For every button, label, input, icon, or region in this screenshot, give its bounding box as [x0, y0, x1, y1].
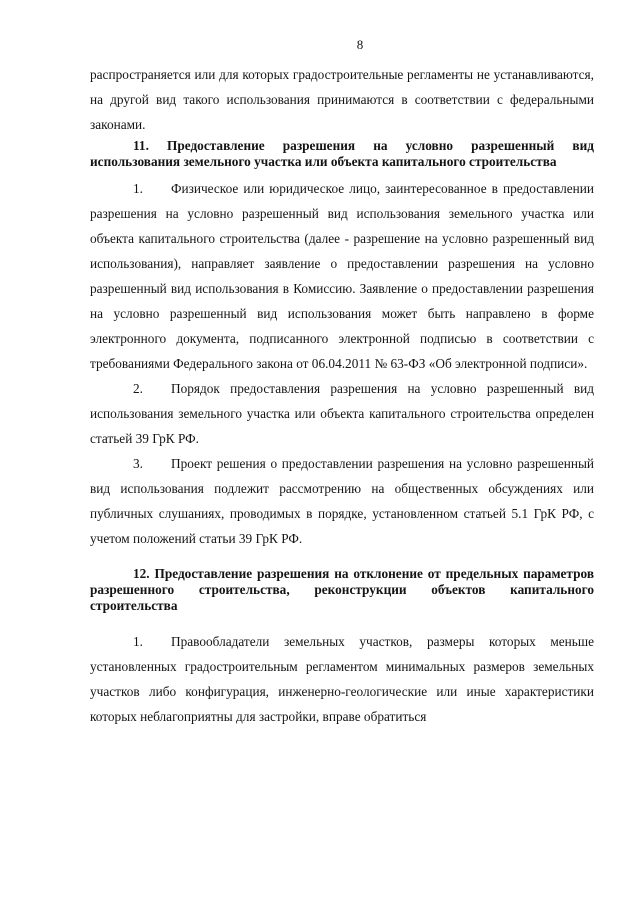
- item-number: 2.: [133, 381, 143, 396]
- item-text: Порядок предоставления разрешения на условно разрешенный вид использования земельного участка или объекта капитального строительства определен статьей 39 ГрК РФ.: [90, 381, 594, 446]
- section-12-heading: 12. Предоставление разрешения на отклонение от предельных параметров разрешенного строительства, реконструкции объектов капитального строительства: [90, 566, 594, 613]
- section-11-item-2: [90, 376, 594, 451]
- document-content: [90, 62, 594, 729]
- item-text: Проект решения о предоставлении разрешения на условно разрешенный вид использования подлежит рассмотрению на общественных обсуждениях или публичных слушаниях, проводимых в порядке, установленном статьей 5.1 ГрК РФ, с учетом положений статьи 39 ГрК РФ.: [90, 456, 594, 546]
- item-text: Правообладатели земельных участков, размеры которых меньше установленных градостроительным регламентом минимальных размеров земельных участков либо конфигурация, инженерно-геологические или иные характеристики которых неблагоприятны для застройки, вправе обратиться: [90, 634, 594, 724]
- section-11-heading: 11. Предоставление разрешения на условно разрешенный вид использования земельного участка или объекта капитального строительства: [90, 138, 594, 169]
- continuation-paragraph: распространяется или для которых градостроительные регламенты не устанавливаются, на другой вид такого использования принимаются в соответствии с федеральными законами.: [90, 67, 594, 132]
- document-page: [90, 0, 594, 905]
- item-number: 1.: [133, 181, 143, 196]
- page-number: 8: [356, 37, 364, 52]
- section-11-item-3: [90, 451, 594, 551]
- section-12-item-1: [90, 629, 594, 729]
- section-11-item-1: [90, 176, 594, 376]
- item-number: 3.: [133, 456, 143, 471]
- item-number: 1.: [133, 634, 143, 649]
- item-text: Физическое или юридическое лицо, заинтересованное в предоставлении разрешения на условно разрешенный вид использования земельного участка или объекта капитального строительства (далее - разрешение на условно разрешенный вид использования), направляет заявление о предоставлении разрешения на условно разрешенный вид использования в Комиссию. Заявление о предоставлении разрешения на условно разрешенный вид использования может быть направлено в форме электронного документа, подписанного электронной подписью в соответствии с требованиями Федерального закона от 06.04.2011 № 63-ФЗ «Об электронной подписи».: [90, 181, 594, 371]
